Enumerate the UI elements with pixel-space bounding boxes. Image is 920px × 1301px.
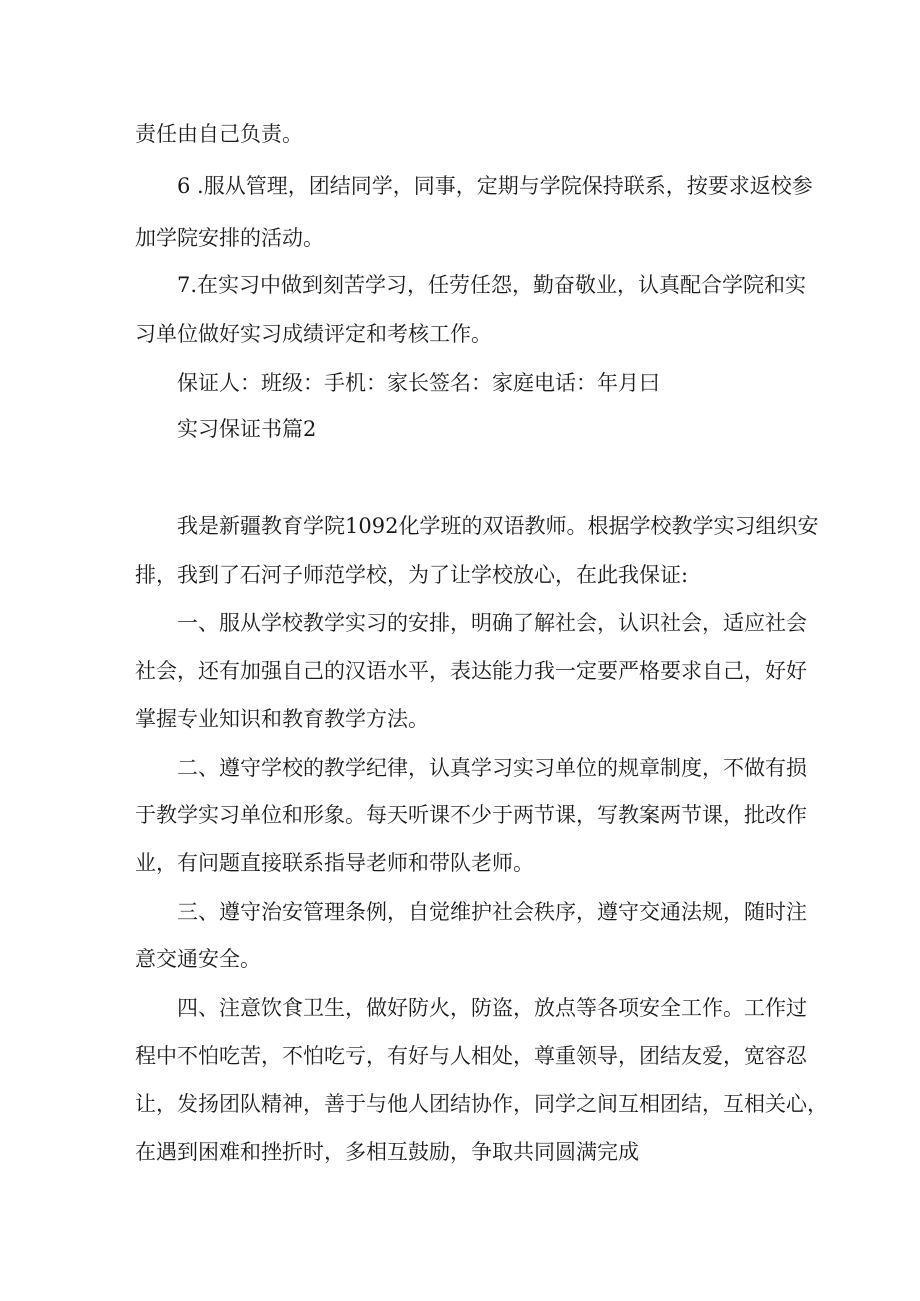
- text-line: 保证人：班级：手机：家长签名：家庭电话：年月曰: [177, 371, 660, 395]
- text-line: 在遇到困难和挫折时，多相互鼓励，争取共同圆满完成: [135, 1140, 639, 1164]
- text-line: 业，有问题直接联系指导老师和带队老师。: [135, 851, 534, 875]
- text-line: 习单位做好实习成绩评定和考核工作。: [135, 322, 492, 346]
- section-heading: 实习保证书篇2: [177, 417, 317, 441]
- text-line: 让，发扬团队精神，善于与他人团结协作，同学之间互相团结，互相关心，: [135, 1092, 828, 1116]
- text-line: 6 .服从管理，团结同学，同事，定期与学院保持联系，按要求返校参: [177, 174, 813, 198]
- text-line: 三、遵守治安管理条例，自觉维护社会秩序，遵守交通法规，随时注: [177, 900, 807, 924]
- text-line: 二、遵守学校的教学纪律，认真学习实习单位的规章制度，不做有损: [177, 756, 807, 780]
- text-line: 加学院安排的活动。: [135, 226, 324, 250]
- text-line: 一、服从学校教学实习的安排，明确了解社会，认识社会，适应社会: [177, 611, 807, 635]
- text-line: 社会，还有加强自己的汉语水平，表达能力我一定要严格要求自己，好好: [135, 659, 807, 683]
- text-line: 四、注意饮食卫生，做好防火，防盗，放点等各项安全工作。工作过: [177, 996, 807, 1020]
- text-line: 掌握专业知识和教育教学方法。: [135, 707, 429, 731]
- text-line: 于教学实习单位和形象。每天听课不少于两节课，写教案两节课，批改作: [135, 803, 807, 827]
- text-line: 意交通安全。: [135, 947, 261, 971]
- text-line: 责任由自己负责。: [135, 122, 303, 146]
- text-line: 7.在实习中做到刻苦学习，任劳任怨，勤奋敬业，认真配合学院和实: [177, 273, 807, 297]
- text-line: 我是新疆教育学院1092化学班的双语教师。根据学校教学实习组织安: [177, 514, 819, 538]
- text-line: 排，我到了石河子师范学校，为了让学校放心，在此我保证:: [135, 563, 689, 587]
- text-line: 程中不怕吃苦，不怕吃亏，有好与人相处，尊重领导，团结友爱，宽容忍: [135, 1044, 807, 1068]
